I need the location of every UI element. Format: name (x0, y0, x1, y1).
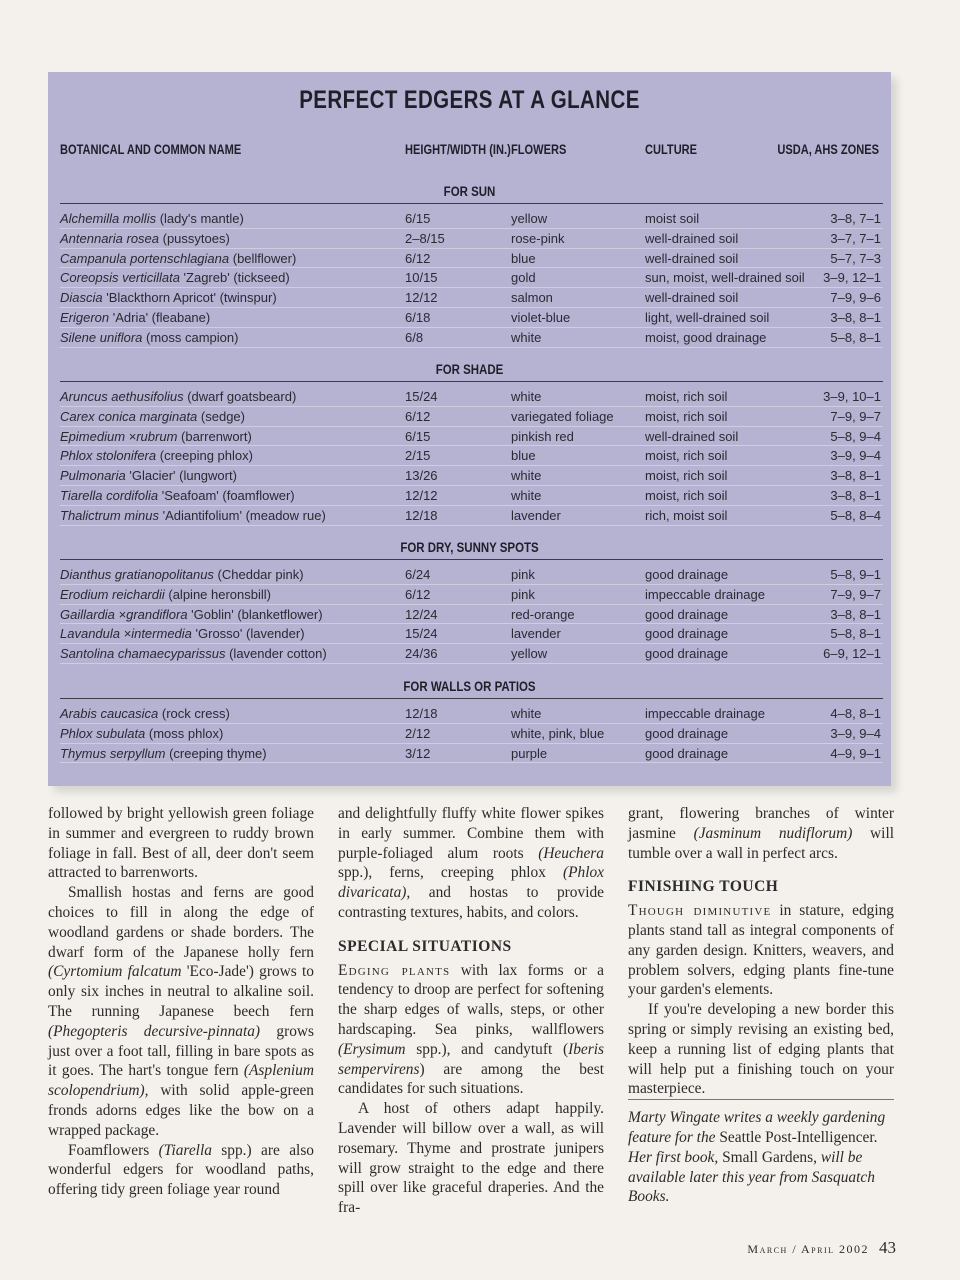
flowers: salmon (511, 290, 553, 306)
table-row (60, 209, 883, 229)
plant-name: Erodium reichardii (alpine heronsbill) (60, 586, 271, 602)
table-row (60, 624, 883, 644)
culture: moist, good drainage (645, 329, 767, 345)
plant-name: Erigeron 'Adria' (fleabane) (60, 310, 211, 325)
plant-name: Arabis caucasica (rock cress) (60, 706, 230, 721)
flowers: pink (511, 567, 535, 582)
table-row (60, 605, 883, 625)
zones: 3–8, 8–1 (830, 488, 881, 503)
height-width: 6/12 (405, 408, 431, 424)
zones: 3–9, 12–1 (823, 270, 881, 286)
culture: moist, rich soil (645, 389, 728, 404)
plant-name: Thymus serpyllum (creeping thyme) (60, 745, 267, 761)
flowers: blue (511, 448, 536, 464)
plant-name: Pulmonaria 'Glacier' (lungwort) (60, 468, 237, 484)
paragraph: Edging plants with lax forms or a tendency to droop are perfect for softening the sharp edges of walls, steps, or other hardscaping. Sea pinks, wallflowers (Erysimum spp.), and candytuft (Iberis sempervirens) are among the best candidates for such situations. (338, 961, 604, 1098)
culture: well-drained soil (645, 250, 739, 266)
zones: 7–9, 9–7 (830, 586, 881, 602)
height-width: 12/24 (405, 606, 438, 622)
culture: well-drained soil (645, 290, 739, 306)
zones: 3–8, 8–1 (830, 606, 881, 622)
section-title: FOR SHADE (435, 362, 504, 377)
section-rule (60, 381, 883, 382)
zones: 4–9, 9–1 (830, 745, 881, 761)
table-row (60, 644, 883, 664)
height-width: 6/12 (405, 250, 431, 266)
culture: rich, moist soil (645, 507, 728, 523)
header-flowers: FLOWERS (511, 142, 567, 157)
culture: light, well-drained soil (645, 310, 770, 325)
page-footer (747, 1238, 896, 1258)
paragraph: followed by bright yellowish green foliage in summer and evergreen to ruddy brown foliage in fall. Best of all, deer don't seem attracted to barrenworts. (48, 805, 314, 882)
table-title: PERFECT EDGERS AT A GLANCE (299, 86, 640, 114)
plant-name: Phlox subulata (moss phlox) (60, 725, 224, 741)
flowers: purple (511, 745, 548, 761)
flowers: white, pink, blue (511, 725, 605, 741)
section-heading: FINISHING TOUCH (628, 878, 779, 896)
plant-name: Aruncus aethusifolius (dwarf goatsbeard) (60, 389, 297, 404)
height-width: 6/18 (405, 310, 431, 325)
table-row (60, 427, 883, 447)
plant-name: Thalictrum minus 'Adiantifolium' (meadow rue) (60, 507, 326, 523)
height-width: 6/15 (405, 428, 431, 444)
page-number: 43 (879, 1238, 896, 1257)
height-width: 13/26 (405, 468, 438, 484)
zones: 5–8, 9–4 (830, 428, 881, 444)
plant-name: Carex conica marginata (sedge) (60, 408, 245, 424)
plant-name: Diascia 'Blackthorn Apricot' (twinspur) (60, 290, 277, 306)
section-rule (60, 698, 883, 699)
flowers: red-orange (511, 606, 575, 622)
section-title: FOR DRY, SUNNY SPOTS (400, 540, 539, 555)
culture: moist, rich soil (645, 488, 728, 503)
zones: 3–9, 9–4 (830, 448, 881, 464)
flowers: white (511, 468, 542, 484)
table-row (60, 506, 883, 526)
flowers: gold (511, 270, 536, 286)
issue-date: March / April 2002 (747, 1242, 869, 1256)
table-row (60, 407, 883, 427)
table-row (60, 308, 883, 328)
culture: impeccable drainage (645, 586, 765, 602)
zones: 5–8, 8–1 (830, 329, 881, 345)
plant-name: Campanula portenschlagiana (bellflower) (60, 250, 297, 266)
table-row (60, 486, 883, 506)
table-row (60, 229, 883, 249)
flowers: variegated foliage (511, 408, 614, 424)
height-width: 2/12 (405, 725, 431, 741)
edgers-table-panel (48, 72, 891, 786)
table-row (60, 466, 883, 486)
plant-name: Antennaria rosea (pussytoes) (60, 230, 230, 246)
culture: good drainage (645, 626, 729, 642)
plant-name: Alchemilla mollis (lady's mantle) (60, 211, 244, 226)
culture: moist, rich soil (645, 448, 728, 464)
culture: good drainage (645, 725, 729, 741)
flowers: white (511, 329, 542, 345)
plant-name: Epimedium ×rubrum (barrenwort) (60, 428, 252, 444)
flowers: yellow (511, 646, 548, 662)
flowers: white (511, 389, 542, 404)
height-width: 2–8/15 (405, 230, 445, 246)
paragraph: grant, flowering branches of winter jasmine (Jasminum nudiflorum) will tumble over a wall in perfect arcs. (628, 805, 895, 862)
plant-name: Gaillardia ×grandiflora 'Goblin' (blanketflower) (60, 606, 323, 622)
zones: 3–9, 9–4 (830, 725, 881, 741)
plant-name: Lavandula ×intermedia 'Grosso' (lavender) (60, 626, 305, 642)
section-title: FOR WALLS OR PATIOS (403, 679, 536, 694)
article-column-2 (338, 804, 604, 1218)
culture: good drainage (645, 646, 729, 662)
plant-name: Tiarella cordifolia 'Seafoam' (foamflower) (60, 488, 295, 503)
height-width: 6/12 (405, 586, 431, 602)
flowers: violet-blue (511, 310, 571, 325)
table-row (60, 446, 883, 466)
plant-name: Dianthus gratianopolitanus (Cheddar pink) (60, 567, 304, 582)
article-column-1 (48, 804, 314, 1200)
zones: 3–8, 8–1 (830, 310, 881, 325)
plant-name: Coreopsis verticillata 'Zagreb' (tickseed) (60, 270, 290, 286)
culture: moist, rich soil (645, 468, 728, 484)
plant-name: Silene uniflora (moss campion) (60, 329, 239, 345)
culture: good drainage (645, 567, 729, 582)
culture: moist, rich soil (645, 408, 728, 424)
culture: impeccable drainage (645, 706, 765, 721)
table-row (60, 268, 883, 288)
section-rule (60, 559, 883, 560)
height-width: 10/15 (405, 270, 438, 286)
flowers: rose-pink (511, 230, 565, 246)
table-row (60, 288, 883, 308)
flowers: lavender (511, 507, 561, 523)
table-row (60, 249, 883, 269)
height-width: 12/12 (405, 290, 438, 306)
plant-name: Santolina chamaecyparissus (lavender cotton) (60, 646, 327, 662)
flowers: yellow (511, 211, 548, 226)
flowers: blue (511, 250, 536, 266)
table-row (60, 704, 883, 724)
culture: sun, moist, well-drained soil (645, 270, 805, 286)
height-width: 12/18 (405, 507, 438, 523)
plant-name: Phlox stolonifera (creeping phlox) (60, 448, 253, 464)
culture: good drainage (645, 606, 729, 622)
zones: 5–8, 8–4 (830, 507, 881, 523)
flowers: pink (511, 586, 535, 602)
paragraph: Foamflowers (Tiarella spp.) are also wonderful edgers for woodland paths, offering tidy green foliage year round (48, 1141, 315, 1199)
zones: 5–7, 7–3 (830, 250, 881, 266)
flowers: pinkish red (511, 428, 574, 444)
zones: 7–9, 9–6 (830, 290, 881, 306)
author-byline: Marty Wingate writes a weekly gardening feature for the Seattle Post-Intelligencer. Her first book, Small Gardens, will be available later this year from Sasquatch Books. (628, 1099, 894, 1207)
header-name: BOTANICAL AND COMMON NAME (60, 142, 242, 157)
culture: moist soil (645, 211, 700, 226)
table-row (60, 328, 883, 348)
zones: 3–8, 8–1 (830, 468, 881, 484)
table-row (60, 724, 883, 744)
height-width: 12/18 (405, 706, 438, 721)
table-row (60, 565, 883, 585)
paragraph: A host of others adapt happily. Lavender will billow over a wall, as will rosemary. Thyme and prostrate junipers will grow straight to the edge and there spill over like graceful draperies. And the fra- (338, 1100, 604, 1217)
paragraph: If you're developing a new border this spring or simply revising an existing bed, keep a running list of edging plants that will help put a finishing touch on your masterpiece. (628, 1001, 894, 1098)
paragraph: Smallish hostas and ferns are good choices to fill in along the edge of woodland gardens or shade borders. The dwarf form of the Japanese holly fern (Cyrtomium falcatum 'Eco-Jade') grows to only six inches in neutral to alkaline soil. The running Japanese beech fern (Phegopteris decursive-pinnata) grows just over a foot tall, filling in bare spots as it goes. The hart's tongue fern (Asplenium scolopendrium), with solid apple-green fronds adorns edges like the bow on a wrapped package. (48, 884, 314, 1139)
culture: well-drained soil (645, 230, 739, 246)
flowers: white (511, 488, 542, 503)
zones: 4–8, 8–1 (830, 706, 881, 721)
culture: well-drained soil (645, 428, 739, 444)
flowers: lavender (511, 626, 561, 642)
zones: 7–9, 9–7 (830, 408, 881, 424)
header-height-width: HEIGHT/WIDTH (IN.) (405, 142, 511, 157)
header-culture: CULTURE (645, 142, 698, 157)
table-row (60, 387, 883, 407)
paragraph: and delightfully fluffy white flower spikes in early summer. Combine them with purple-foliaged alum roots (Heuchera spp.), ferns, creeping phlox (Phlox divaricata), and hostas to provide contrasting textures, habits, and colors. (338, 805, 604, 921)
height-width: 24/36 (405, 646, 438, 662)
height-width: 2/15 (405, 448, 431, 464)
zones: 3–9, 10–1 (823, 389, 881, 404)
height-width: 15/24 (405, 389, 438, 404)
height-width: 6/24 (405, 567, 431, 582)
section-heading: SPECIAL SITUATIONS (338, 937, 512, 955)
height-width: 6/15 (405, 211, 431, 226)
height-width: 12/12 (405, 488, 438, 503)
section-title: FOR SUN (443, 184, 496, 199)
height-width: 15/24 (405, 626, 438, 642)
header-zones: USDA, AHS ZONES (777, 142, 879, 157)
zones: 5–8, 9–1 (830, 567, 881, 582)
paragraph: Though diminutive in stature, edging plants stand tall as integral components of any garden design. Knitters, weavers, and problem solvers, edging plants fine-tune your garden's elements. (628, 902, 894, 999)
flowers: white (511, 706, 542, 721)
culture: good drainage (645, 745, 729, 761)
zones: 6–9, 12–1 (823, 646, 881, 662)
zones: 3–7, 7–1 (830, 230, 881, 246)
height-width: 3/12 (405, 745, 431, 761)
zones: 5–8, 8–1 (830, 626, 881, 642)
table-row (60, 585, 883, 605)
zones: 3–8, 7–1 (830, 211, 881, 226)
table-row (60, 744, 883, 764)
height-width: 6/8 (405, 329, 424, 345)
article-column-3 (628, 804, 894, 1207)
section-rule (60, 203, 883, 204)
